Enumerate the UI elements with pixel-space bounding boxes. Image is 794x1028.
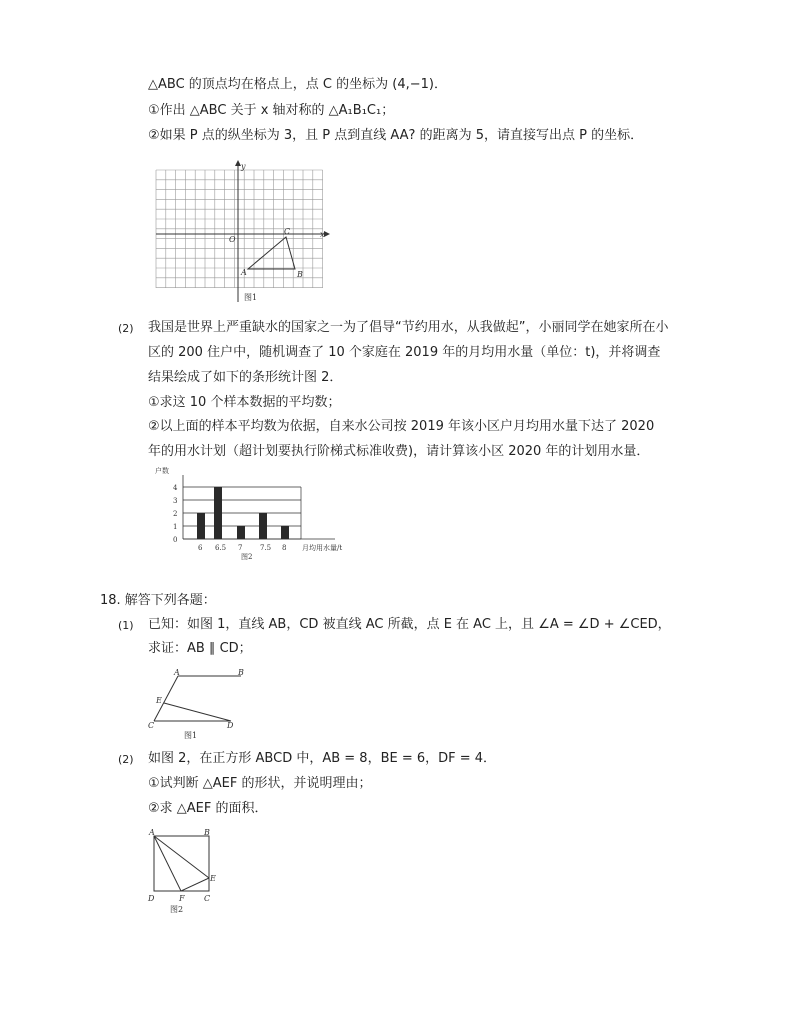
segment-ae: [154, 836, 209, 878]
y-tick-label: 1: [173, 523, 178, 531]
triangle-abc: [248, 237, 295, 269]
fig18-1-label-d: D: [227, 721, 234, 730]
p17-intro: △ABC 的顶点均在格点上，点 C 的坐标为 (4,−1)．: [148, 77, 447, 92]
y-tick-label: 3: [173, 497, 178, 505]
y-tick-label: 0: [173, 536, 178, 544]
x-tick-label: 8: [282, 544, 287, 552]
water-usage-bar-chart: [155, 465, 365, 560]
p18-part2-q2: ②求 △AEF 的面积．: [148, 801, 268, 816]
fig18-2-label-d: D: [148, 894, 155, 903]
p18-header: 18. 解答下列各题：: [100, 593, 216, 608]
fig18-2-label-b: B: [204, 828, 210, 837]
y-tick-label: 4: [173, 484, 178, 492]
chart-caption: 图2: [241, 553, 253, 561]
fig18-2-caption: 图2: [170, 905, 184, 914]
p17-part2-q2a: ②以上面的样本平均数为依据，自来水公司按 2019 年该小区户月均用水量下达了 2020: [148, 419, 655, 434]
square-abcd: [154, 836, 209, 891]
y-tick-label: 2: [173, 510, 178, 518]
x-tick-label: 6: [198, 544, 203, 552]
parallel-lines-figure: [146, 668, 246, 740]
p18-part1-line2: 求证：AB ∥ CD；: [148, 641, 252, 656]
fig18-1-caption: 图1: [184, 731, 198, 740]
bar: [281, 526, 289, 539]
p18-part1-number: (1): [118, 619, 134, 632]
fig18-2-label-c: C: [204, 894, 211, 903]
fig18-1-label-e: E: [156, 696, 162, 705]
p17-part2-q2b: 年的用水计划（超计划要执行阶梯式标准收费)，请计算该小区 2020 年的计划用水量．: [148, 444, 650, 459]
y-axis-label: y: [241, 162, 246, 171]
x-axis-arrow: [324, 231, 330, 237]
p18-part2-q1: ①试判断 △AEF 的形状，并说明理由；: [148, 776, 372, 791]
origin-label: O: [229, 235, 236, 244]
p17-q1: ①作出 △ABC 关于 x 轴对称的 △A₁B₁C₁；: [148, 103, 395, 118]
x-tick-label: 7: [238, 544, 243, 552]
square-figure: [146, 828, 226, 918]
chart-xlabel: 月均用水量/t: [302, 544, 343, 552]
x-axis-label: x: [320, 230, 325, 239]
p17-part2-line3: 结果绘成了如下的条形统计图 2．: [148, 370, 343, 385]
coordinate-grid-figure: [152, 160, 332, 305]
bar: [214, 487, 222, 539]
point-c-label: C: [284, 227, 291, 236]
fig18-1-label-a: A: [174, 668, 180, 677]
x-tick-label: 6.5: [215, 544, 227, 552]
p17-part2-line2: 区的 200 住户中，随机调查了 10 个家庭在 2019 年的月均用水量（单位：t)，并将调查: [148, 345, 661, 360]
fig18-2-label-a: A: [149, 828, 155, 837]
fig18-1-label-c: C: [148, 721, 155, 730]
point-b-label: B: [297, 270, 303, 279]
point-a-label: A: [241, 268, 247, 277]
bar: [237, 526, 245, 539]
p18-part1-line1: 已知：如图 1，直线 AB，CD 被直线 AC 所截，点 E 在 AC 上，且 ∠A = ∠D + ∠CED，: [148, 617, 671, 632]
bar: [197, 513, 205, 539]
fig18-2-label-e: E: [210, 874, 216, 883]
segment-ef: [181, 878, 209, 891]
figure-caption-1: 图1: [244, 293, 258, 302]
segment-af: [154, 836, 181, 891]
p17-q2: ②如果 P 点的纵坐标为 3，且 P 点到直线 AA? 的距离为 5，请直接写出点 P 的坐标．: [148, 128, 644, 143]
p18-part2-number: (2): [118, 753, 134, 766]
p17-part2-q1: ①求这 10 个样本数据的平均数；: [148, 395, 341, 410]
x-tick-label: 7.5: [260, 544, 272, 552]
fig18-1-label-b: B: [238, 668, 244, 677]
bar: [259, 513, 267, 539]
p18-part2-line1: 如图 2，在正方形 ABCD 中，AB = 8，BE = 6，DF = 4．: [148, 751, 497, 766]
p17-part2-line1: 我国是世界上严重缺水的国家之一为了倡导“节约用水，从我做起”，小丽同学在她家所在小: [148, 320, 669, 335]
fig18-2-label-f: F: [179, 894, 185, 903]
line-ed: [164, 703, 231, 721]
chart-ylabel: 户数: [155, 467, 169, 475]
p17-part2-number: (2): [118, 322, 134, 335]
